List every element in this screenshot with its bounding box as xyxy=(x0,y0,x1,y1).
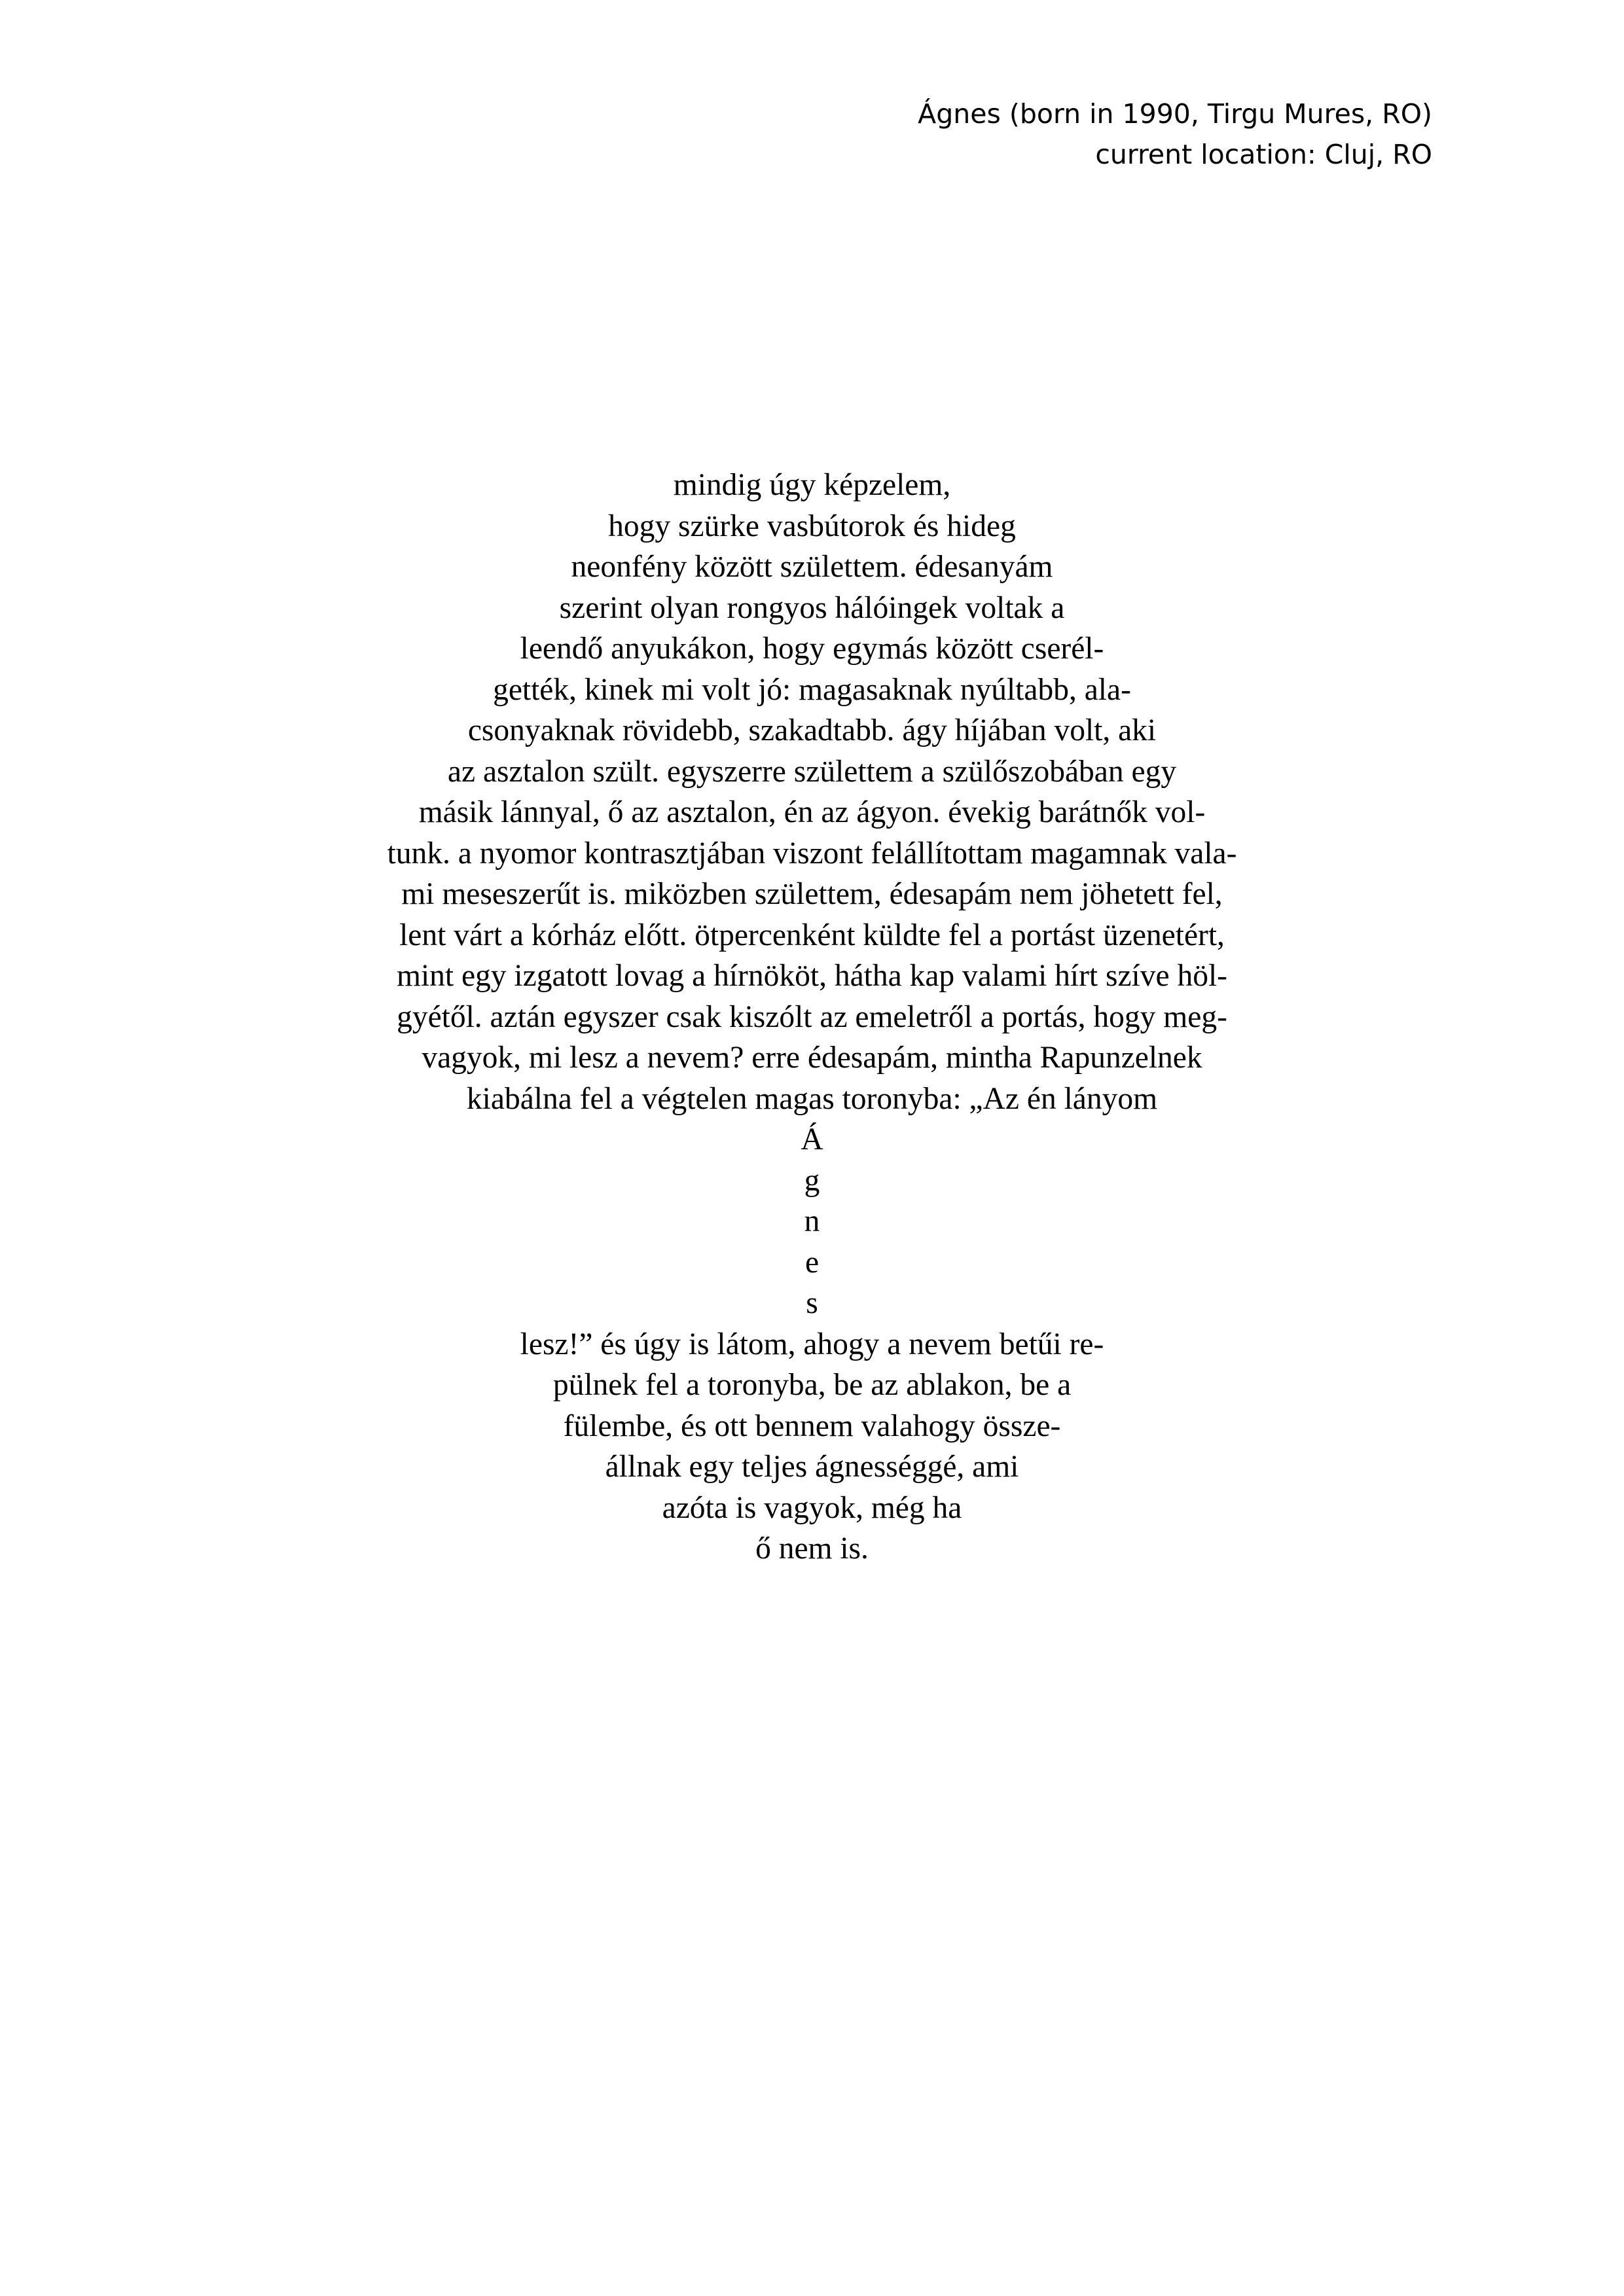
poem-line: mindig úgy képzelem, xyxy=(673,468,951,502)
poem-line: csonyaknak rövidebb, szakadtabb. ágy híjában volt, aki xyxy=(467,713,1157,747)
poem-line: hogy szürke vasbútorok és hideg xyxy=(608,509,1016,543)
poem-line: állnak egy teljes ágnességgé, ami xyxy=(605,1450,1019,1484)
poem-line: az asztalon szült. egyszerre születtem a szülőszobában egy xyxy=(447,754,1177,789)
name-letter: g xyxy=(804,1163,820,1198)
name-letter: s xyxy=(806,1286,818,1320)
name-letter: n xyxy=(804,1204,820,1238)
poem-line: gették, kinek mi volt jó: magasaknak nyúltabb, ala- xyxy=(493,672,1131,707)
poem-line: azóta is vagyok, még ha xyxy=(662,1490,962,1525)
poem-line: mi meseszerűt is. miközben születtem, édesapám nem jöhetett fel, xyxy=(401,877,1223,911)
poem-line: gyétől. aztán egyszer csak kiszólt az emeletről a portás, hogy meg- xyxy=(397,999,1227,1034)
poem-line: másik lánnyal, ő az asztalon, én az ágyon. évekig barátnők vol- xyxy=(418,795,1206,829)
poem-line: lesz!” és úgy is látom, ahogy a nevem betűi re- xyxy=(520,1327,1104,1361)
poem-line: neonfény között születtem. édesanyám xyxy=(571,550,1053,584)
poem-line: leendő anyukákon, hogy egymás között cserél- xyxy=(520,632,1104,666)
author-header xyxy=(918,94,1432,175)
poem-line: kiabálna fel a végtelen magas toronyba: „Az én lányom xyxy=(466,1081,1158,1116)
author-name-line: Ágnes (born in 1990, Tirgu Mures, RO) xyxy=(918,98,1432,130)
poem-line: fülembe, és ott bennem valahogy össze- xyxy=(563,1408,1061,1443)
name-letter: Á xyxy=(801,1122,823,1157)
poem-line: ő nem is. xyxy=(755,1532,869,1566)
author-location-line: current location: Cluj, RO xyxy=(1095,139,1432,170)
name-letter: e xyxy=(804,1245,820,1280)
poem-line: lent várt a kórház előtt. ötpercenként küldte fel a portást üzenetért, xyxy=(399,918,1225,952)
poem-line: szerint olyan rongyos hálóingek voltak a xyxy=(559,590,1065,625)
poem-body xyxy=(0,465,1624,1570)
poem-line: mint egy izgatott lovag a hírnököt, hátha kap valami hírt szíve höl- xyxy=(397,959,1227,993)
poem-line: pülnek fel a toronyba, be az ablakon, be a xyxy=(552,1368,1072,1402)
poem-line: vagyok, mi lesz a nevem? erre édesapám, mintha Rapunzelnek xyxy=(422,1041,1202,1075)
poem-line: tunk. a nyomor kontrasztjában viszont felállítottam magamnak vala- xyxy=(387,836,1237,870)
